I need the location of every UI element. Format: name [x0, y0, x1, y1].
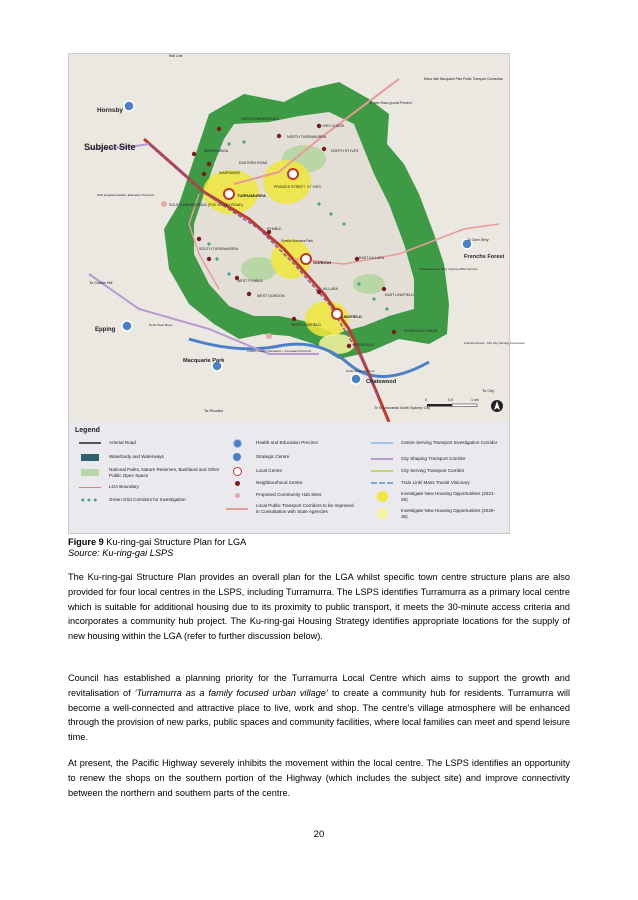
strategic-centre-chatswood: [351, 374, 361, 384]
label-to-rhodes: To Rhodes: [204, 408, 224, 413]
legend-label: Green Grid Corridors for Investigation: [109, 497, 186, 503]
legend-item-health-precinct: [224, 439, 374, 447]
label-warrawee: WARRAWEE: [219, 171, 241, 175]
paragraph-text: to create a community hub for residents. Turramurra will become a well-connected and attractive place to live, work and shop. The centre’s village atmosphere will be enhanced through the provision of new parks, public spaces and community facilities, where local families can meet and spend leisure time.: [68, 687, 570, 743]
label-wahroonga: WAHROONGA: [204, 149, 229, 153]
legend-item-arterial-road: [77, 439, 227, 447]
legend-item-local-centre: [224, 467, 374, 475]
caption-label: Figure 9: [68, 537, 104, 547]
label-frenchs-forest: Frenchs Forest: [464, 254, 505, 260]
label-north-st-ives: NORTH ST IVES: [331, 149, 359, 153]
label-to-dee-why: To Dee Why: [467, 237, 489, 242]
label-north-turramurra: NORTH TURRAMURRA: [287, 135, 327, 139]
scale-label-0: 0: [425, 398, 427, 402]
structure-plan-map: [69, 54, 526, 422]
legend-item-housing-2026: [369, 508, 507, 519]
legend-item-national-parks: [77, 467, 227, 478]
label-turramurra: TURRAMURRA: [237, 193, 266, 198]
caption-text: Ku-ring-gai Structure Plan for LGA: [103, 537, 247, 547]
label-st-ives-showground: St. Ives Show ground Precinct: [369, 101, 412, 105]
label-csiro: CSIRO Facility (Research + Innovation Precinct): [247, 349, 312, 353]
label-killara: KILLARA: [323, 287, 338, 291]
label-rail-line: Rail Line: [169, 54, 183, 58]
paragraph-pacific-highway: At present, the Pacific Highway severely inhibits the movement within the local centre. The LSPS identifies an opportunity to renew the shops on the southern portion of the Highway (which includes the subject site) and improve connectivity between the northern and southern parts of the centre.: [68, 758, 570, 798]
legend-label: Neighbourhood Centre: [256, 480, 303, 486]
scale-label-05: 0.5: [448, 398, 453, 402]
legend-item-local-transport: [224, 503, 374, 514]
legend-label: Train Link/ Mass Transit Visionary: [401, 480, 470, 486]
legend-item-city-shaping: [369, 455, 507, 463]
label-south-turramurra: SOUTH TURRAMURRA: [199, 247, 239, 251]
figure-source: Source: Ku-ring-gai LSPS: [68, 548, 174, 558]
local-centre-gordon: [301, 254, 311, 264]
label-st-ives-chase: ST IVES CHASE: [317, 124, 345, 128]
label-to-castle-hill: To Castle Hill: [89, 280, 113, 285]
label-frenchs-forest-city: Frenchs Forest - City City Serving Connection: [464, 341, 526, 345]
health-precinct-san: [161, 201, 167, 207]
legend-label: Investigate New Housing Opportunities (2026-36): [401, 508, 495, 519]
label-chatswood-dee-why: Chatswood Dee Why Improved Bus Service: [419, 267, 478, 271]
label-pymble: PYMBLE: [267, 227, 282, 231]
legend-item-train-link: [369, 479, 507, 487]
legend-label: Investigate New Housing Opportunities (2021-26): [401, 491, 495, 502]
paragraph-structure-plan: The Ku-ring-gai Structure Plan provides an overall plan for the LGA whilst specific town centre structure plans are also provided for four local centres in the LSPS, including Turramurra. The LSPS identifies Turramurra as a primary local centre which is suitable for additional housing due to its proximity to public transport, it meets the 30-minute access criteria and incorporates a community hub project. The Ku-ring-gai Housing Strategy identifies appropriate locations for the supply of new housing within the LGA (refer to further discussion below).: [68, 572, 570, 642]
csiro-precinct: [266, 333, 272, 339]
label-north-shore-rail: North Shore Rail Line: [346, 369, 375, 373]
local-centre-turramurra: [224, 189, 234, 199]
label-mona-vale: Mona Vale Macquarie Park Public Transport Connection: [424, 77, 504, 81]
label-san-hospital: SAN Hospital (Health+ Education Precinct): [97, 193, 154, 197]
legend-title: Legend: [75, 427, 100, 434]
legend-item-green-grid: ●●● Green Grid Corridors for Investigation: [80, 496, 186, 504]
legend-label: City Shaping Transport Corridor: [401, 456, 466, 462]
label-hornsby: Hornsby: [97, 107, 123, 114]
label-west-gordon: WEST GORDON: [257, 294, 285, 298]
label-roseville-chase: ROSEVILLE CHASE: [404, 329, 438, 333]
label-east-killara: EAST KILLARA: [359, 256, 385, 260]
figure-caption: [68, 536, 246, 548]
legend-label: LGA Boundary: [109, 484, 139, 490]
legend-item-city-serving: [369, 467, 507, 475]
label-epping: Epping: [95, 327, 116, 333]
label-macquarie-park: Macquarie Park: [183, 358, 225, 364]
label-north-west-metro: North West Metro: [149, 323, 173, 327]
legend-item-waterbody: [77, 453, 227, 461]
map-legend: [69, 422, 509, 533]
label-gordon: GORDON: [313, 260, 331, 265]
strategic-centre-epping: [122, 321, 132, 331]
legend-item-neighbourhood-centre: [224, 479, 374, 487]
label-st-ives: ST IVES: [307, 185, 321, 189]
legend-label: National Parks, Nature Reserves, Bushland and Other Public Open Space: [109, 467, 220, 478]
label-chatswood: Chatswood: [366, 379, 397, 385]
legend-label: Proposed Community Hub Sites: [256, 492, 322, 498]
legend-item-housing-2021: [369, 491, 507, 502]
paragraph-text: Council has established a planning priority for the Turramurra Local Centre which aims to support the growth and revitalisation of: [68, 673, 570, 698]
label-roseville: ROSEVILLE: [354, 343, 374, 347]
label-west-pymble: WEST PYMBLE: [237, 279, 263, 283]
legend-label: Local Public Transport Corridors to be Improved in Consultation with State Agencies: [256, 503, 354, 514]
label-to-city: To City: [482, 388, 495, 393]
legend-item-community-hub: [224, 491, 374, 499]
structure-plan-figure: [68, 53, 526, 534]
strategic-centre-hornsby: [124, 101, 134, 111]
label-to-st-leonards: To St Leonards/ North Sydney/ City: [374, 406, 431, 410]
label-lindfield: LINDFIELD: [341, 314, 362, 319]
label-subject-site: Subject Site: [84, 142, 136, 152]
legend-label: Arterial Road: [109, 440, 136, 446]
legend-label: Centre Serving Transport Investigation Corridor: [401, 440, 498, 446]
label-princes-street: PRINCES STREET: [274, 185, 306, 189]
legend-label: Strategic Centre: [256, 454, 290, 460]
label-east-lindfield: EAST LINDFIELD: [385, 293, 414, 297]
page-number: 20: [313, 829, 325, 840]
legend-item-lga-boundary: [77, 483, 227, 491]
emphasised-quote: ‘Turramurra as a family focused urban village’: [134, 687, 328, 698]
label-north-wahroonga: NORTH WAHROONGA: [241, 117, 279, 121]
legend-item-strategic-centre: [224, 453, 374, 461]
paragraph-planning-priority: [68, 671, 570, 745]
legend-label: City Serving Transport Corridor: [401, 468, 465, 474]
label-pymble-business-park: Pymble Business Park: [281, 239, 313, 243]
legend-item-centre-serving: [369, 439, 507, 447]
label-south-wahroonga: SOUTH WAHROONGA (FOX VALLEY ROAD): [169, 203, 244, 207]
legend-label: Local Centre: [256, 468, 283, 474]
legend-label: Health and Education Precinct: [256, 440, 318, 446]
scale-label-1km: 1 km: [471, 398, 479, 402]
label-west-lindfield: WEST LINDFIELD: [291, 323, 321, 327]
label-eastern-road: EASTERN ROAD: [239, 161, 268, 165]
local-centre-st-ives: [288, 169, 298, 179]
legend-label: Waterbody and Waterways: [109, 454, 164, 460]
